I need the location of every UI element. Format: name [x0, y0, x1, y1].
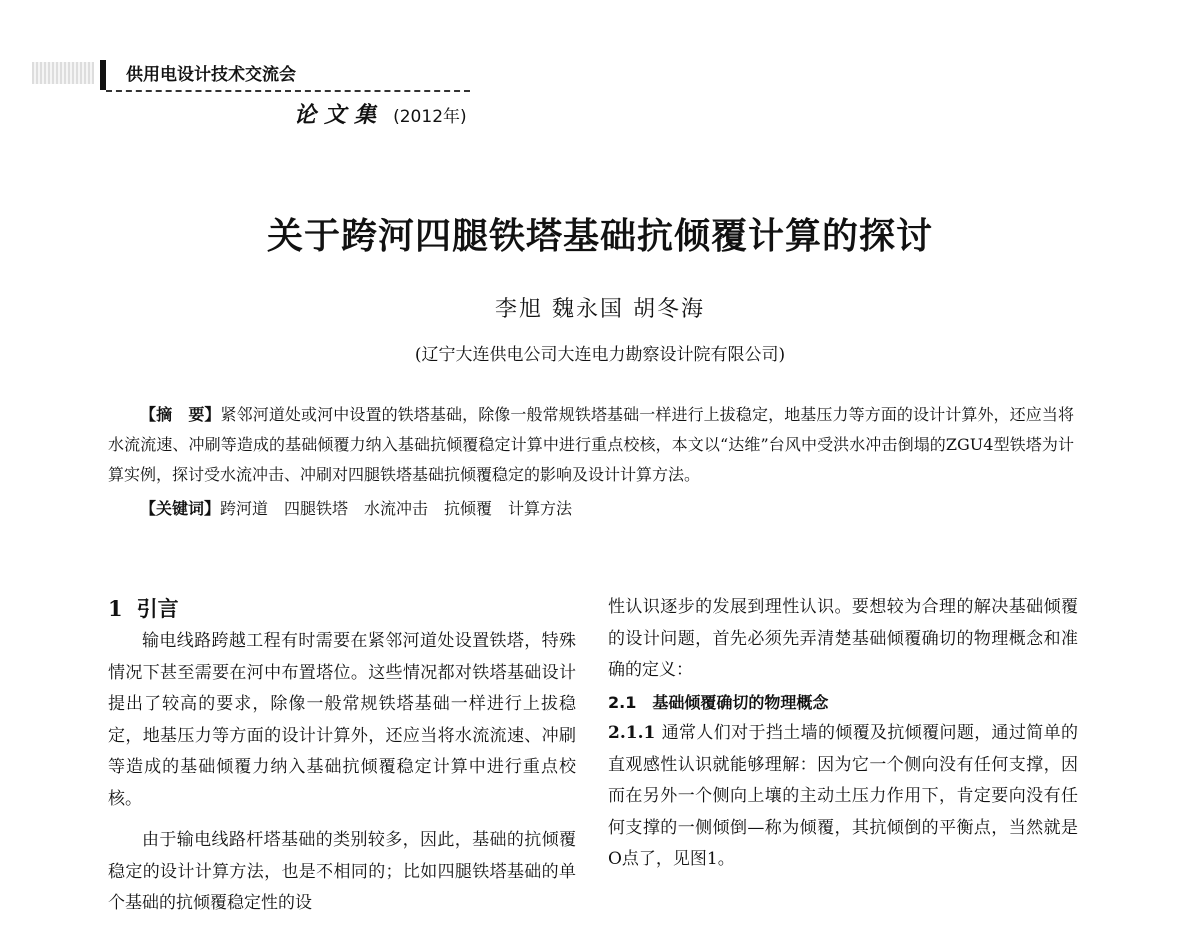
abstract-text: 紧邻河道处或河中设置的铁塔基础，除像一般常规铁塔基础一样进行上拔稳定，地基压力等方面的设计计算外，还应当将水流流速、冲刷等造成的基础倾覆力纳入基础抗倾覆稳定计算中进行重点校核，本文以“达维”台风中受洪水冲击倒塌的ZGU4型铁塔为计算实例，探讨受水流冲击、冲刷对四腿铁塔基础抗倾覆稳定的影响及设计计算方法。: [108, 405, 1074, 484]
header-bar: [100, 60, 106, 90]
keywords-line: [108, 494, 1074, 524]
paper-affiliation: (辽宁大连供电公司大连电力勘察设计院有限公司): [414, 345, 786, 365]
abstract-block: [108, 400, 1074, 524]
header-divider: [106, 90, 470, 92]
subsubsection-number: 2.1.1: [608, 723, 656, 743]
section-number: 1: [108, 596, 123, 621]
subsubsection-text: 通常人们对于挡土墙的倾覆及抗倾覆问题，通过简单的直观感性认识就能够理解：因为它一个侧向没有任何支撑，因而在另外一个侧向上壤的主动土压力作用下，肯定要向没有任何支撑的一侧倾倒—称为倾覆，其抗倾倒的平衡点，当然就是O点了，见图1。: [608, 723, 1078, 869]
body-paragraph: 性认识逐步的发展到理性认识。要想较为合理的解决基础倾覆的设计问题，首先必须先弄清楚基础倾覆确切的物理概念和准确的定义：: [608, 597, 1078, 680]
left-column: [108, 592, 576, 920]
proceedings-title: 论文集: [294, 102, 385, 128]
abstract-label: 【摘 要】: [140, 405, 221, 424]
paper-authors: 李旭 魏永国 胡冬海: [495, 297, 705, 322]
conference-name: 供用电设计技术交流会: [126, 65, 296, 85]
subsection-heading: 2.1 基础倾覆确切的物理概念: [608, 692, 829, 712]
proceedings-year: (2012年): [393, 107, 467, 127]
section-heading: [108, 592, 576, 626]
abstract-paragraph: [108, 400, 1074, 490]
right-column: [608, 592, 1078, 876]
body-paragraph: 输电线路跨越工程有时需要在紧邻河道处设置铁塔，特殊情况下甚至需要在河中布置塔位。这些情况都对铁塔基础设计提出了较高的要求，除像一般常规铁塔基础一样进行上拔稳定，地基压力等方面的设计计算外，还应当将水流流速、冲刷等造成的基础倾覆力纳入基础抗倾覆稳定计算中进行重点校核。: [108, 631, 576, 809]
proceedings-label: [294, 98, 467, 129]
body-paragraph: 由于输电线路杆塔基础的类别较多，因此，基础的抗倾覆稳定的设计计算方法，也是不相同的；比如四腿铁塔基础的单个基础的抗倾覆稳定性的设: [108, 830, 576, 913]
section-title: 引言: [136, 596, 179, 621]
scan-artifact: [32, 62, 94, 84]
body-paragraph: [608, 718, 1078, 876]
keywords-label: 【关键词】: [140, 499, 221, 518]
keywords-text: 跨河道 四腿铁塔 水流冲击 抗倾覆 计算方法: [220, 499, 573, 518]
paper-title: 关于跨河四腿铁塔基础抗倾覆计算的探讨: [266, 215, 933, 257]
